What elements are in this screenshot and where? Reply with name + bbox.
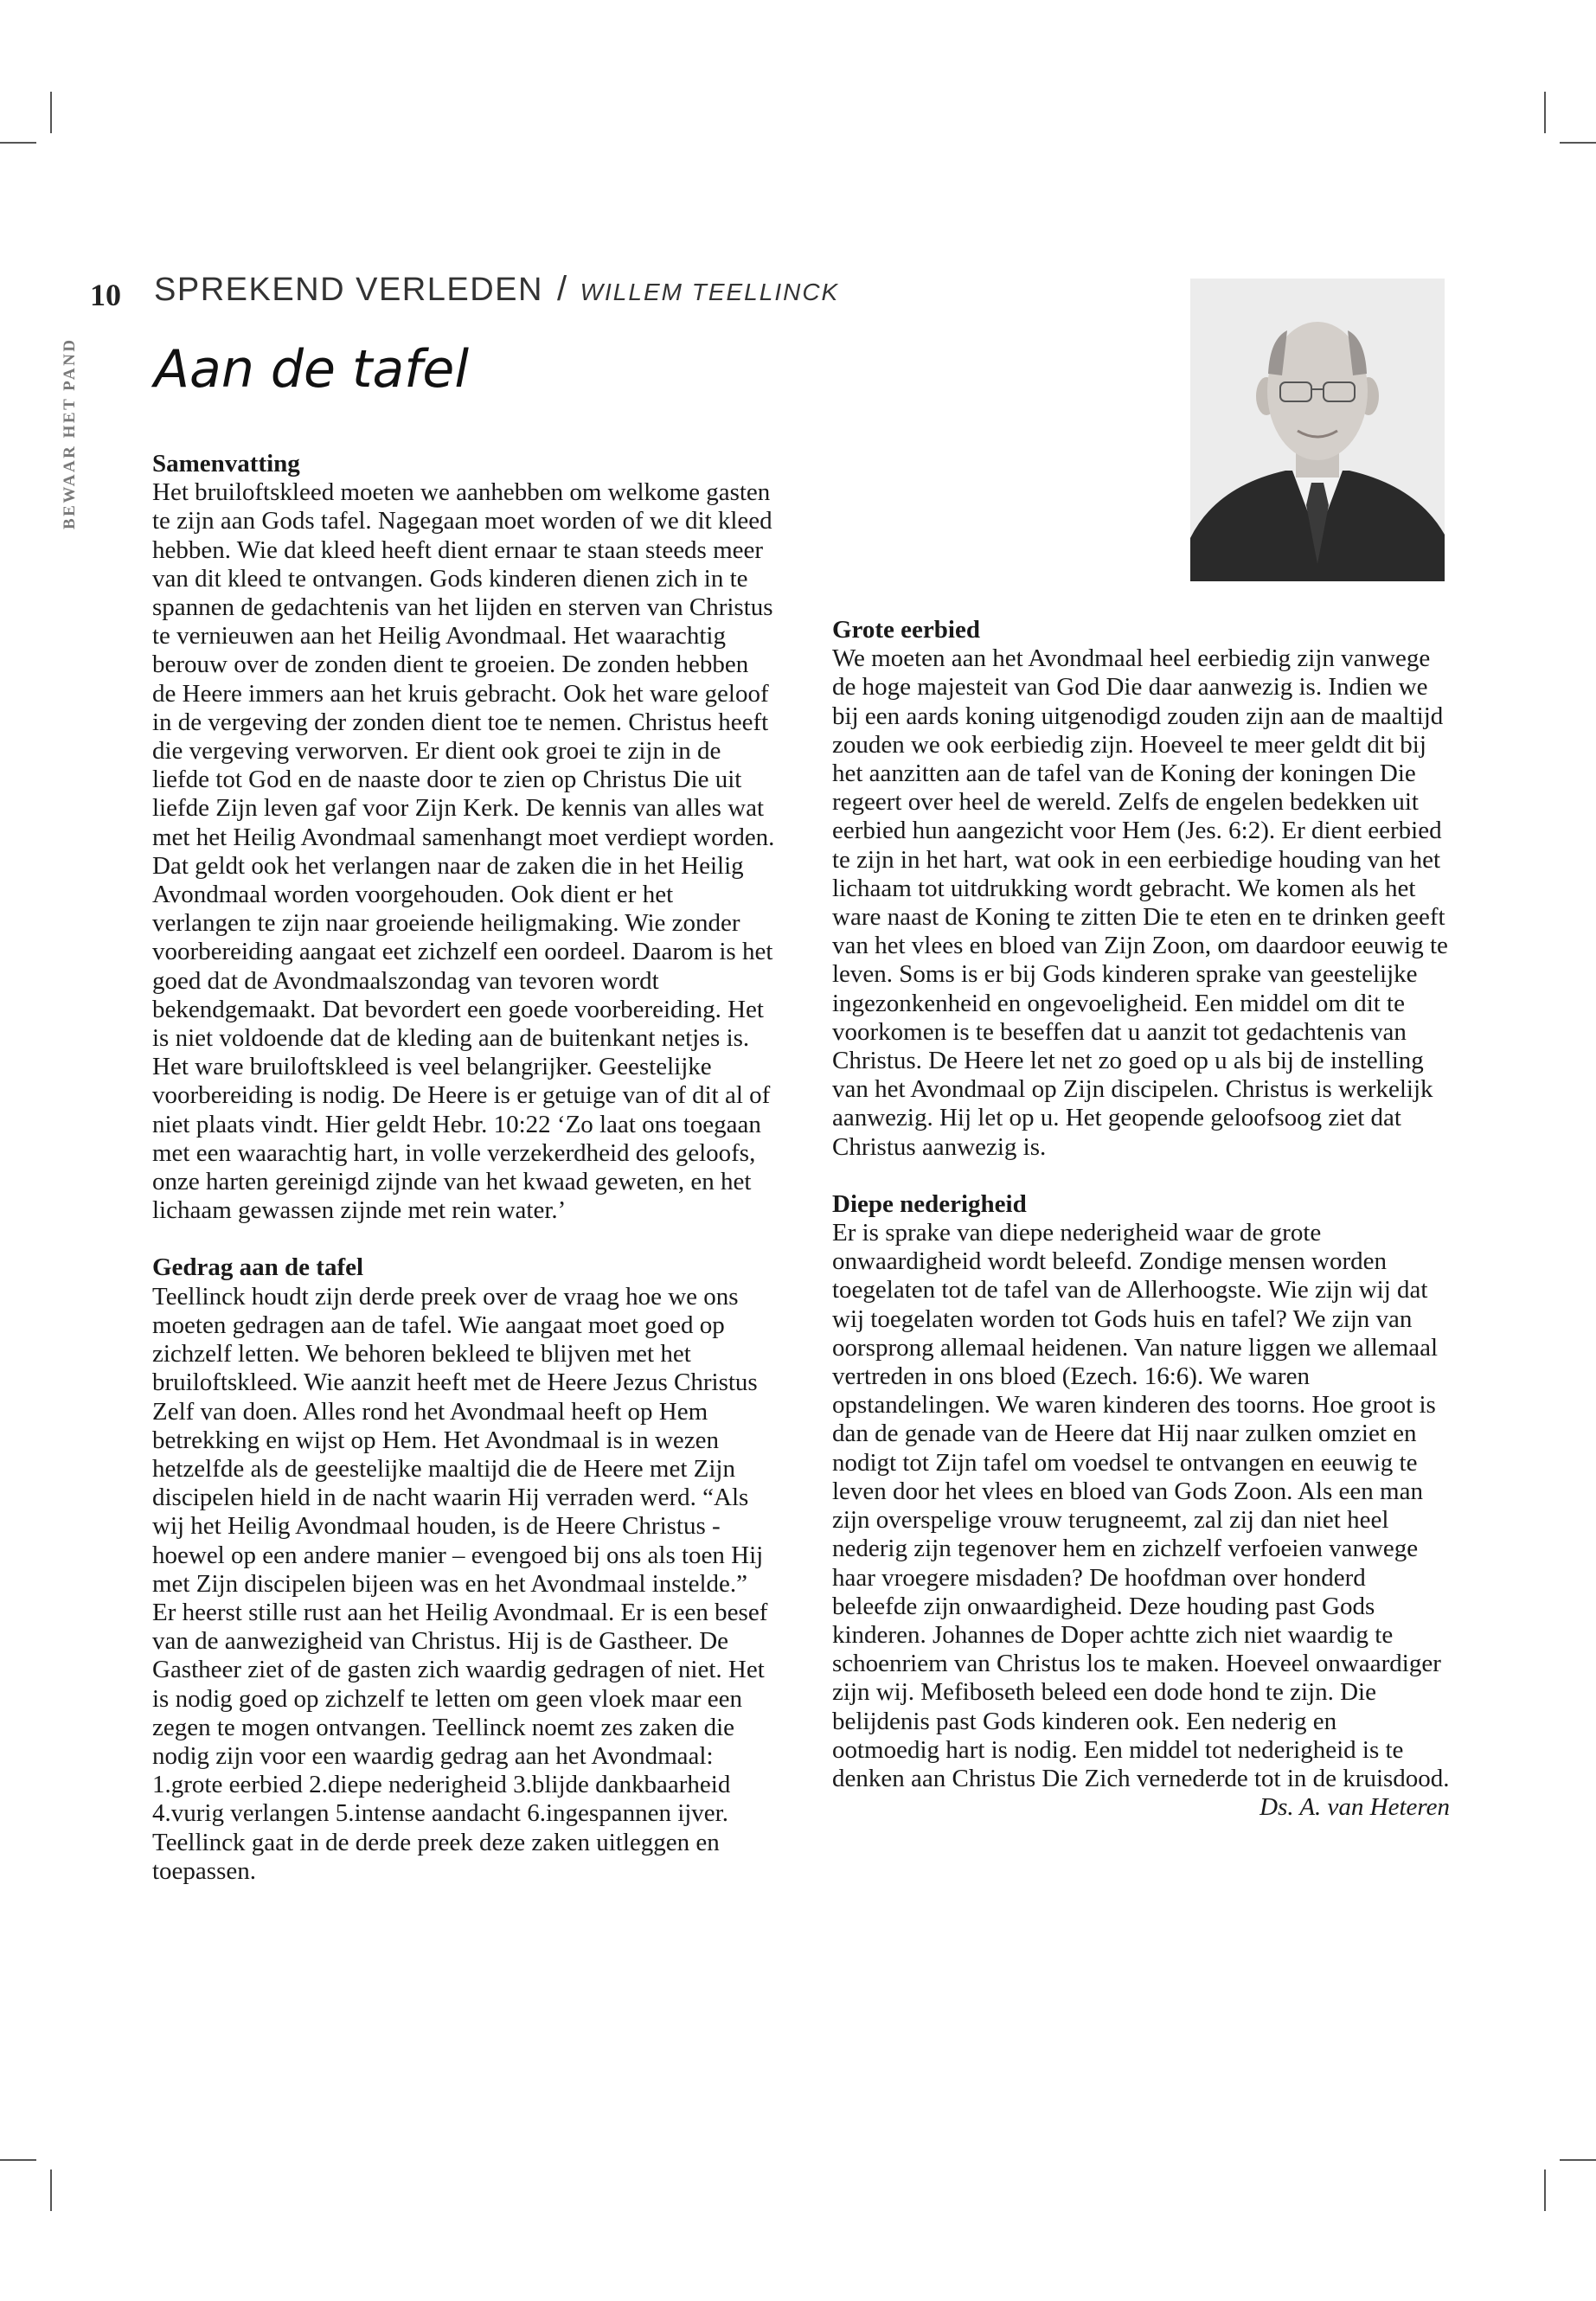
- heading-gedrag: Gedrag aan de tafel: [152, 1253, 364, 1282]
- sidebar-label-text: BEWAAR HET PAND: [61, 337, 79, 529]
- paragraph-samenvatting: Het bruiloftskleed moeten we aanhebben om welkome gasten te zijn aan Gods tafel. Nagegaan moet worden of we dit kleed hebben. Wie dat kleed heeft dient ernaar te staan steeds meer van dit kleed te ontvangen. Gods kinderen dienen zich in te spannen de gedachtenis van het lijden en sterven van Christus te vernieuwen aan het Heilig Avondmaal. Het waarachtig berouw over de zonden dient te groeien. De zonden hebben de Heere immers aan het kruis gebracht. Ook het ware geloof in de vergeving der zonden dient toe te nemen. Christus heeft die vergeving verworven. Er dient ook groei te zijn in de liefde tot God en de naaste door te zien op Christus Die uit liefde Zijn leven gaf voor Zijn Kerk. De kennis van alles wat met het Heilig Avondmaal samenhangt moet verdiept worden. Dat geldt ook het verlangen naar de zaken die in het Heilig Avondmaal worden voorgehouden. Ook dient er het verlangen te zijn naar groeiende heiligmaking. Wie zonder voorbereiding aangaat eet zichzelf een oordeel. Daarom is het goed dat de Avondmaalszondag van tevoren wordt bekendgemaakt. Dat bevordert een goede voorbereiding. Het is niet voldoende dat de kleding aan de buitenkant netjes is. Het ware bruiloftskleed is veel belangrijker. Geestelijke voorbereiding is nodig. De Heere is er getuige van of dit al of niet plaats vindt. Hier geldt Hebr. 10:22 ‘Zo laat ons toegaan met een waarachtig hart, in volle verzekerdheid des geloofs, onze harten gereinigd zijnde van het kwaad geweten, en het lichaam gewassen zijnde met rein water.’: [152, 478, 775, 1225]
- crop-mark: [0, 2159, 36, 2161]
- heading-diepe-nederigheid: Diepe nederigheid: [832, 1189, 1027, 1218]
- crop-mark: [0, 142, 36, 144]
- crop-mark: [1544, 2170, 1546, 2211]
- article-title: Aan de tafel: [154, 339, 469, 400]
- section-separator: /: [556, 270, 568, 308]
- section-header: [154, 270, 839, 309]
- author-photo: [1190, 279, 1445, 581]
- heading-grote-eerbied: Grote eerbied: [832, 616, 980, 644]
- paragraph-diepe-nederigheid: Er is sprake van diepe nederigheid waar de grote onwaardigheid wordt beleefd. Zondige mensen worden toegelaten tot de tafel van de Allerhoogste. Wie zijn wij dat wij toegelaten worden tot Gods huis en tafel? We zijn van oorsprong allemaal heidenen. Van nature liggen we allemaal vertreden in ons bloed (Ezech. 16:6). We waren opstandelingen. We waren kinderen des toorns. Hoe groot is dan de genade van de Heere dat Hij naar zulken omziet en nodigt tot Zijn tafel om voedsel te ontvangen en eeuwig te leven door het vlees en bloed van Gods Zoon. Als een man zijn overspelige vrouw terugneemt, zal zij dan niet heel nederig zijn tegenover hem en zichzelf verfoeien vanwege haar vroegere misdaden? De hoofdman over honderd beleefde zijn onwaardigheid. Deze houding past Gods kinderen. Johannes de Doper achtte zich niet waardig te schoenriem van Christus los te maken. Hoeveel onwaardiger zijn wij. Mefiboseth beleed een dode hond te zijn. Die belijdenis past Gods kinderen ook. Een nederig en ootmoedig hart is nodig. Een middel tot nederigheid is te denken aan Christus Die Zich vernederde tot in de kruisdood.: [832, 1219, 1450, 1792]
- signature: Ds. A. van Heteren: [1259, 1793, 1450, 1822]
- right-column: [832, 616, 1450, 1822]
- crop-mark: [1560, 2159, 1596, 2161]
- crop-mark: [50, 2170, 52, 2211]
- portrait-image: [1190, 279, 1445, 581]
- crop-mark: [1560, 142, 1596, 144]
- crop-mark: [1544, 92, 1546, 133]
- crop-mark: [50, 92, 52, 133]
- section-author: WILLEM TEELLINCK: [580, 279, 840, 305]
- left-column: [152, 450, 775, 1886]
- paragraph-grote-eerbied: We moeten aan het Avondmaal heel eerbiedig zijn vanwege de hoge majesteit van God Die daar aanwezig is. Indien we bij een aards koning uitgenodigd zouden zijn aan de maaltijd zouden we ook eerbiedig zijn. Hoeveel te meer geldt dit bij het aanzitten aan de tafel van de Koning der koningen Die regeert over heel de wereld. Zelfs de engelen bedekken uit eerbied hun aangezicht voor Hem (Jes. 6:2). Er dient eerbied te zijn in het hart, wat ook in een eerbiedige houding van het lichaam tot uitdrukking wordt gebracht. We komen als het ware naast de Koning te zitten Die te eten en te drinken geeft van het vlees en bloed van Zijn Zoon, om daardoor eeuwig te leven. Soms is er bij Gods kinderen sprake van geestelijke ingezonkenheid en ongevoeligheid. Een middel om dit te voorkomen is te beseffen dat u aanzit tot gedachtenis van Christus. De Heere let net zo goed op u als bij de instelling van het Avondmaal op Zijn discipelen. Christus is werkelijk aanwezig. Hij let op u. Het geopende geloofsoog ziet dat Christus aanwezig is.: [832, 644, 1448, 1161]
- section-title: SPREKEND VERLEDEN: [154, 272, 543, 308]
- paragraph-gedrag: Teellinck houdt zijn derde preek over de vraag hoe we ons moeten gedragen aan de tafel. Wie aangaat moet goed op zichzelf letten. We behoren bekleed te blijven met het bruiloftskleed. Wie aanzit heeft met de Heere Jezus Christus Zelf van doen. Alles rond het Avondmaal heeft op Hem betrekking en wijst op Hem. Het Avondmaal is in wezen hetzelfde als de geestelijke maaltijd die de Heere met Zijn discipelen hield in de nacht waarin Hij verraden werd. “Als wij het Heilig Avondmaal houden, is de Heere Christus - hoewel op een andere manier – evengoed bij ons als toen Hij met Zijn discipelen bijeen was en het Avondmaal instelde.” Er heerst stille rust aan het Heilig Avondmaal. Er is een besef van de aanwezigheid van Christus. Hij is de Gastheer. De Gastheer ziet of de gasten zich waardig gedragen of niet. Het is nodig goed op zichzelf te letten om geen vloek maar een zegen te mogen ontvangen. Teellinck noemt zes zaken die nodig zijn voor een waardig gedrag aan het Avondmaal: 1.grote eerbied 2.diepe nederigheid 3.blijde dankbaarheid 4.vurig verlangen 5.intense aandacht 6.ingespannen ijver. Teellinck gaat in de derde preek deze zaken uitleggen en toepassen.: [152, 1282, 768, 1885]
- page-number: 10: [90, 278, 121, 312]
- heading-samenvatting: Samenvatting: [152, 450, 300, 478]
